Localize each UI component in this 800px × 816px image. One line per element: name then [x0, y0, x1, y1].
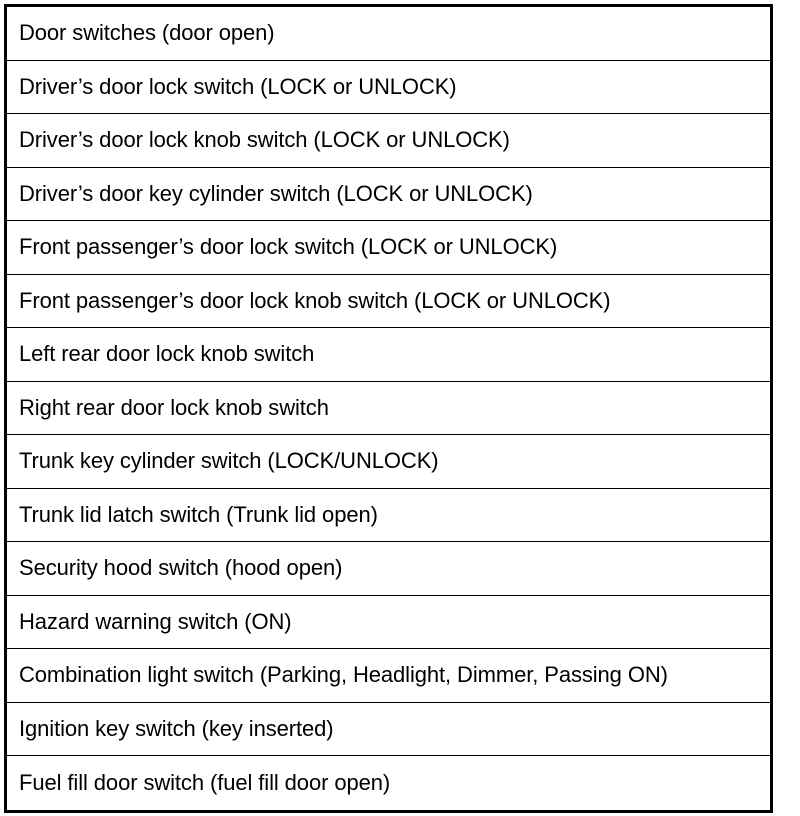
table-row: Front passenger’s door lock switch (LOCK or UNLOCK) — [7, 221, 770, 275]
table-row: Combination light switch (Parking, Headlight, Dimmer, Passing ON) — [7, 649, 770, 703]
table-row: Ignition key switch (key inserted) — [7, 703, 770, 757]
table-row: Driver’s door key cylinder switch (LOCK or UNLOCK) — [7, 168, 770, 222]
table-row: Door switches (door open) — [7, 7, 770, 61]
switch-table — [4, 4, 773, 813]
table-row: Trunk lid latch switch (Trunk lid open) — [7, 489, 770, 543]
table-row: Front passenger’s door lock knob switch (LOCK or UNLOCK) — [7, 275, 770, 329]
table-row: Trunk key cylinder switch (LOCK/UNLOCK) — [7, 435, 770, 489]
table-row: Right rear door lock knob switch — [7, 382, 770, 436]
table-row: Fuel fill door switch (fuel fill door open) — [19, 769, 391, 795]
table-row: Hazard warning switch (ON) — [7, 596, 770, 650]
table-row: Driver’s door lock knob switch (LOCK or UNLOCK) — [7, 114, 770, 168]
table-row: Security hood switch (hood open) — [7, 542, 770, 596]
table-row: Left rear door lock knob switch — [7, 328, 770, 382]
table-row: Driver’s door lock switch (LOCK or UNLOCK) — [7, 61, 770, 115]
